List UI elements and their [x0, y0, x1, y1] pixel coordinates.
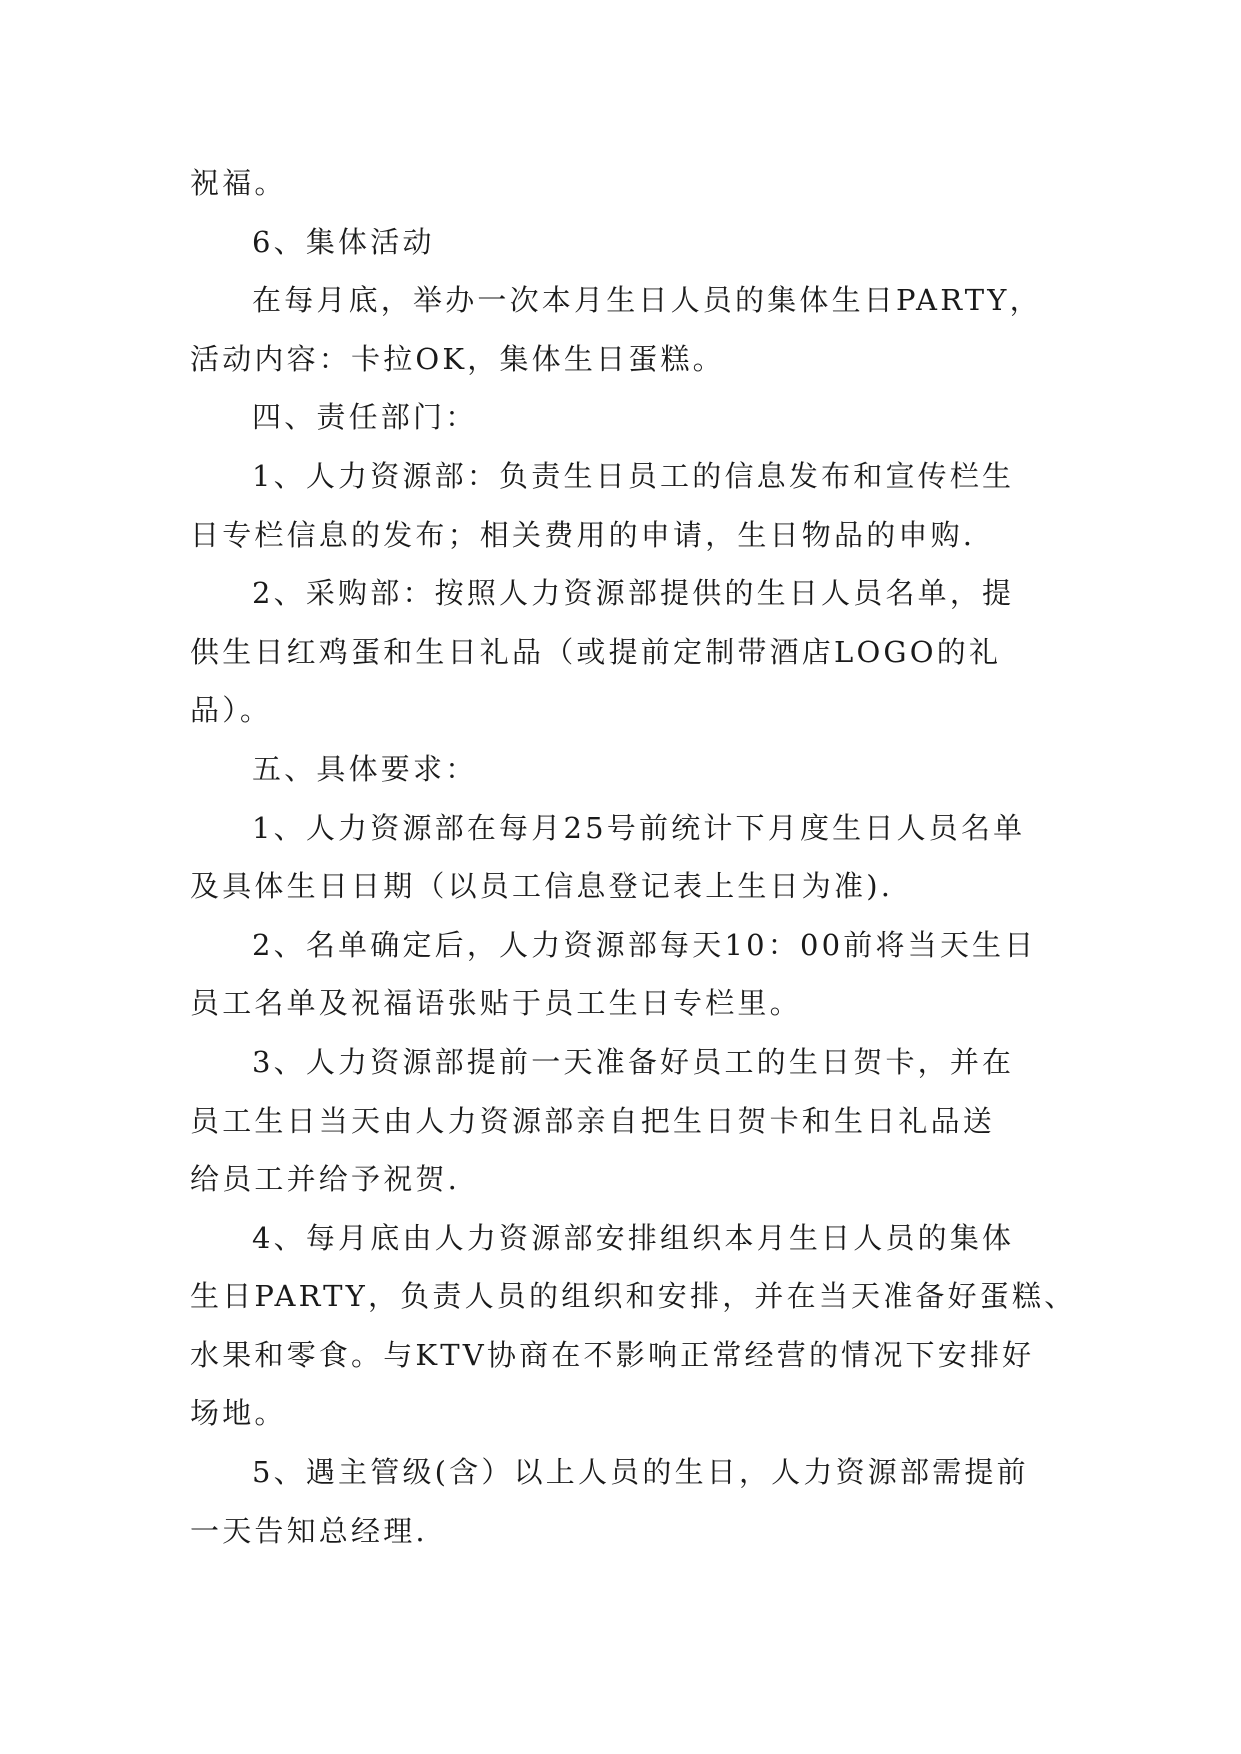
text-line: 品）。 — [190, 693, 273, 728]
text-line: 场地。 — [190, 1396, 287, 1431]
text-line: 员工生日当天由人力资源部亲自把生日贺卡和生日礼品送 — [190, 1103, 996, 1138]
text-line: 水果和零食。与KTV协商在不影响正常经营的情况下安排好 — [190, 1337, 1035, 1372]
text-line: 1、人力资源部在每月25号前统计下月度生日人员名单 — [252, 810, 1026, 845]
text-line: 供生日红鸡蛋和生日礼品（或提前定制带酒店LOGO的礼 — [190, 634, 1002, 669]
text-line: 员工名单及祝福语张贴于员工生日专栏里。 — [190, 986, 802, 1021]
text-line: 活动内容：卡拉OK，集体生日蛋糕。 — [190, 341, 725, 376]
text-line: 一天告知总经理. — [190, 1513, 428, 1548]
section-heading: 6、集体活动 — [252, 224, 435, 259]
text-line: 1、人力资源部：负责生日员工的信息发布和宣传栏生 — [252, 458, 1015, 493]
text-line: 2、采购部：按照人力资源部提供的生日人员名单，提 — [252, 576, 1015, 611]
text-line: 在每月底，举办一次本月生日人员的集体生日PARTY， — [252, 283, 1042, 318]
section-heading: 五、具体要求： — [252, 751, 478, 786]
text-line: 4、每月底由人力资源部安排组织本月生日人员的集体 — [252, 1220, 1015, 1255]
text-line: 及具体生日日期（以员工信息登记表上生日为准). — [190, 869, 894, 904]
text-line: 5、遇主管级(含）以上人员的生日，人力资源部需提前 — [252, 1455, 1029, 1490]
text-line: 3、人力资源部提前一天准备好员工的生日贺卡，并在 — [252, 1044, 1015, 1079]
document-body — [190, 154, 1077, 1560]
text-line: 给员工并给予祝贺. — [190, 1162, 461, 1197]
text-line: 日专栏信息的发布；相关费用的申请，生日物品的申购. — [190, 517, 976, 552]
text-line: 生日PARTY，负责人员的组织和安排，并在当天准备好蛋糕、 — [190, 1279, 1077, 1314]
text-line: 祝福。 — [190, 166, 287, 200]
section-heading: 四、责任部门： — [252, 400, 478, 435]
text-line: 2、名单确定后，人力资源部每天10：00前将当天生日 — [252, 927, 1037, 962]
